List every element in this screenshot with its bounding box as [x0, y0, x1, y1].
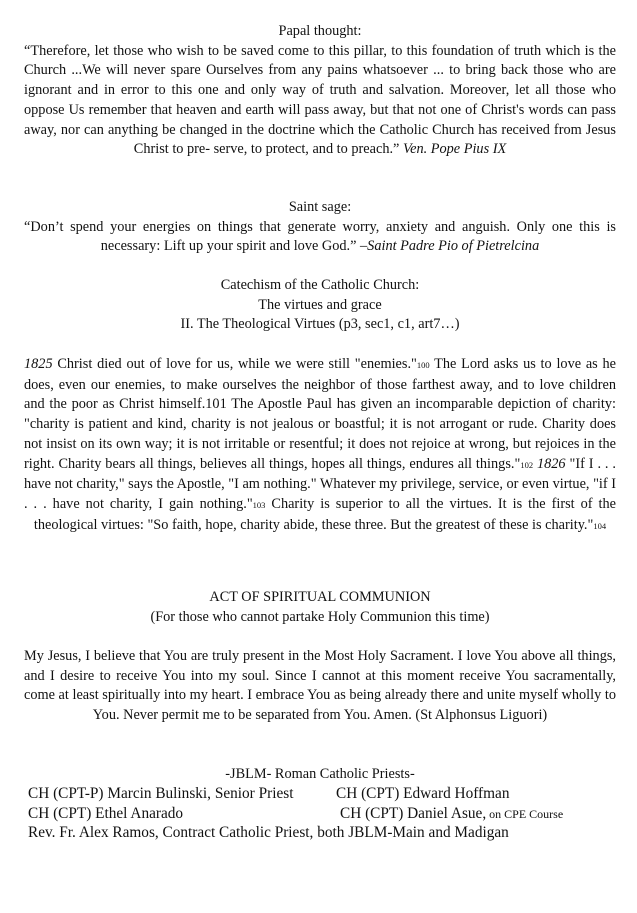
communion-subtitle: (For those who cannot partake Holy Communion this time)	[150, 608, 490, 625]
paragraph-number-1826: 1826	[536, 455, 566, 472]
priest-bulinski: CH (CPT-P) Marcin Bulinski, Senior Priest	[28, 785, 294, 802]
communion-prayer: My Jesus, I believe that You are truly present in the Most Holy Sacrament. I love You above all things, and I desire to receive You into my soul. Since I cannot at this moment receive You sacramentally, come at least spiritually into my heart. I embrace You as being already there and unite myself wholly to You. Never permit me to be separated from You. Amen. (St Alphonsus Liguori)	[24, 648, 616, 724]
priests-row-1	[28, 784, 618, 804]
catechism-title: Catechism of the Catholic Church:	[220, 277, 420, 293]
catechism-text-part1: Christ died out of love for us, while we were still "enemies."	[52, 356, 417, 372]
papal-attribution: Ven. Pope Pius IX	[402, 141, 507, 158]
communion-section	[24, 588, 616, 627]
priest-asue: CH (CPT) Daniel Asue,	[340, 804, 487, 822]
communion-prayer-block	[24, 647, 616, 726]
saint-heading: Saint sage:	[288, 199, 352, 215]
priests-heading: -JBLM- Roman Catholic Priests-	[225, 766, 415, 782]
priest-asue-note: on CPE Course	[486, 806, 564, 821]
footnote-104: 104	[593, 520, 607, 531]
communion-title: ACT OF SPIRITUAL COMMUNION	[209, 589, 431, 605]
catechism-text-part2: The Lord asks us to love as he does, even our enemies, to make ourselves the neighbor of those farthest away, and to love children and the poor as Christ himself.101 The Apostle Paul has given an incomparable depiction of charity: "charity is patient and kind, charity is not jealous or boastful; it is not arrogant or rude. Charity does not insist on its own way; it is not irritable or resentful; it does not rejoice at wrong, but rejoices in the right. Charity bears all things, believes all things, hopes all things, endures all things."	[24, 356, 616, 472]
priests-list	[28, 784, 618, 843]
priests-row-2	[28, 804, 618, 824]
footnote-100: 100	[416, 360, 430, 370]
catechism-paragraph	[24, 355, 616, 536]
catechism-paragraph-block	[24, 355, 616, 536]
catechism-section	[24, 276, 616, 335]
priest-hoffman: CH (CPT) Edward Hoffman	[336, 785, 510, 802]
catechism-section-ref: II. The Theological Virtues (p3, sec1, c1, art7…)	[180, 316, 460, 333]
papal-text: “Therefore, let those who wish to be saved come to this pillar, to this foundation of truth which is the Church ...We will never spare Ourselves from any pains whatsoever ... to bring back those who are ignorant and in error to this one and only way of truth and salvation. Moreover, let all those who oppose Us remember that heaven and earth will pass away, but that not one of Christ's words can pass away, nor can anything be changed in the doctrine which the Catholic Church has received from Jesus Christ to pre- serve, to protect, and to preach.”	[24, 42, 616, 158]
priest-asue-entry	[340, 804, 563, 825]
saint-attribution: Saint Padre Pio of Pietrelcina	[367, 238, 540, 255]
saint-text: “Don’t spend your energies on things that generate worry, anxiety and anguish. Only one this is necessary: Lift up your spirit and love God.” –	[24, 218, 616, 255]
priest-anarado: CH (CPT) Ethel Anarado	[28, 804, 184, 822]
paragraph-number-1825: 1825	[24, 356, 53, 372]
saint-sage-section	[24, 198, 616, 257]
saint-quote	[24, 218, 616, 257]
footnote-102: 102	[520, 459, 534, 470]
priest-ramos: Rev. Fr. Alex Ramos, Contract Catholic Priest, both JBLM-Main and Madigan	[28, 824, 509, 841]
catechism-text-part4: Charity is superior to all the virtues. It is the first of the theological virtues: "So faith, hope, charity abide, these three. But the greatest of these is charity."	[33, 495, 616, 533]
footnote-103: 103	[252, 499, 266, 510]
priests-heading-block	[24, 765, 616, 785]
papal-heading: Papal thought:	[278, 23, 362, 39]
catechism-text-part3: "If I . . . have not charity," says the Apostle, "I am nothing." Whatever my privilege, service, or even virtue, "if I . . . have not charity, I gain nothing."	[24, 455, 617, 512]
catechism-subtitle: The virtues and grace	[258, 296, 382, 313]
papal-quote	[24, 42, 616, 160]
papal-thought-section	[24, 22, 616, 160]
priests-row-3	[28, 823, 618, 843]
